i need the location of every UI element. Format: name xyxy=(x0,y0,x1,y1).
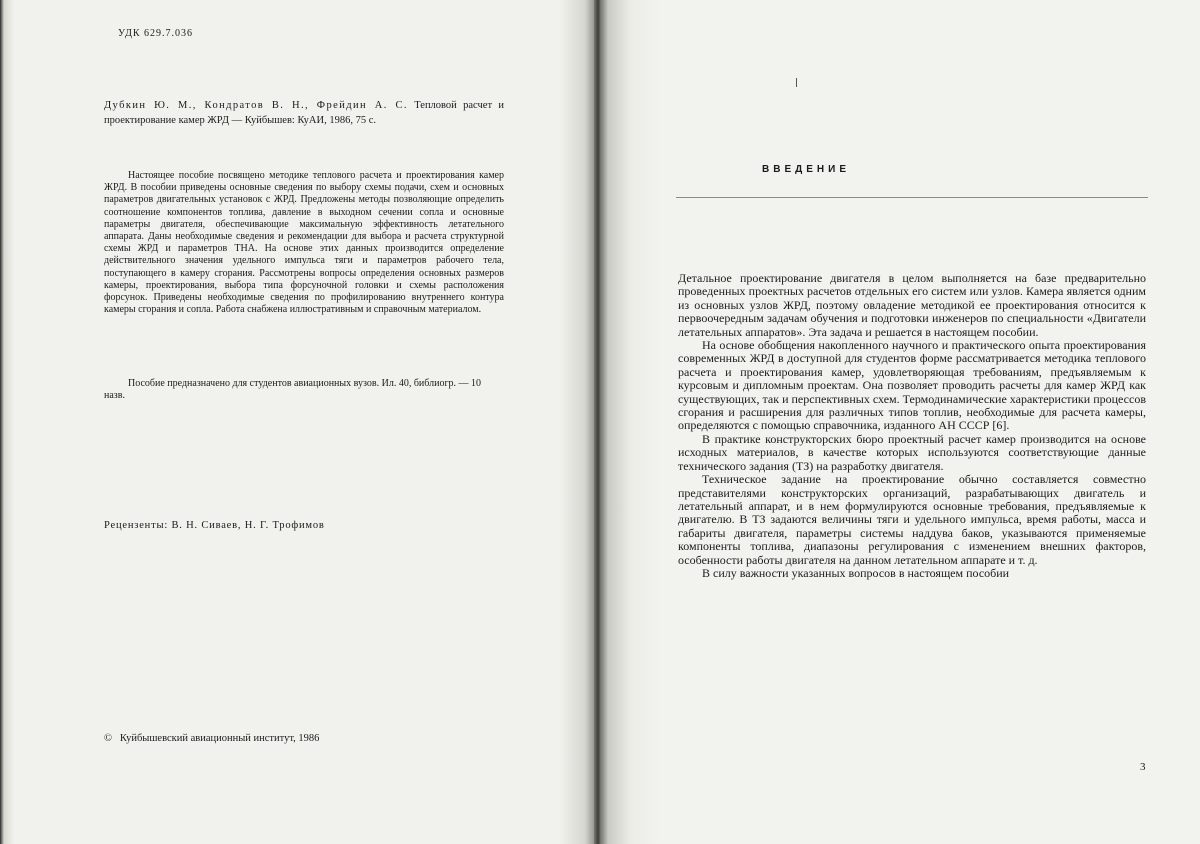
paragraph: На основе обобщения накопленного научного и практического опыта проектирования современных ЖРД в доступной для студентов форме рассматривается методика теплового расчета и проектирования камер, удовлетворяющая требованиям, предъявляемым к курсовым и дипломным проектам. Она позволяет проводить расчеты для камер ЖРД как существующих, так и перспективных схем. Термодинамические характеристики процессов сгорания и расширения для различных типов топлив, необходимые для расчета камеры, определяются с помощью справочника, изданного АН СССР [6]. xyxy=(678,338,1146,433)
heading-rule xyxy=(676,197,1148,198)
citation-text: Тепловой расчет и проектирование камер ЖРД — Куйбышев: КуАИ, 1986, 75 с. xyxy=(104,100,504,126)
print-mark xyxy=(796,78,797,87)
page-number: 3 xyxy=(1140,761,1146,773)
copyright-symbol: © xyxy=(104,733,112,744)
paragraph: Техническое задание на проектирование обычно составляется совместно представителями конструкторских организаций, разрабатывающих двигатель и летательный аппарат, и в нем формулируются основные требования, предъявляемые к двигателю. В ТЗ задаются величины тяги и удельного импульса, время работы, масса и габариты двигателя, параметры системы наддува баков, указываются применяемые компоненты топлива, диапазоны регулирования с изменением внешних факторов, особенности работы двигателя на данном летательном аппарате и т. д. xyxy=(678,472,1146,567)
paragraph: В силу важности указанных вопросов в настоящем пособии xyxy=(702,565,1010,580)
chapter-heading: ВВЕДЕНИЕ xyxy=(762,164,850,175)
udk-code: УДК 629.7.036 xyxy=(118,28,194,39)
citation-authors: Дубкин Ю. М., Кондратов В. Н., Фрейдин А. С. xyxy=(104,100,408,111)
introduction-body xyxy=(678,272,1146,580)
publication-note: Пособие предназначено для студентов авиационных вузов. Ил. 40, библиогр. — 10 назв. xyxy=(104,378,482,402)
bibliographic-citation xyxy=(104,98,504,128)
copyright-line xyxy=(104,733,319,744)
left-page xyxy=(0,0,596,844)
paragraph: В практике конструкторских бюро проектный расчет камер производится на основе исходных материалов, в качестве которых используются соответствующие данные технического задания (ТЗ) на разработку двигателя. xyxy=(678,431,1146,473)
abstract: Настоящее пособие посвящено методике теплового расчета и проектирования камер ЖРД. В пособии приведены основные сведения по выбору схемы подачи, схем и основных параметров двигательных установок с ЖРД. Предложены методы позволяющие определить соотношение компонентов топлива, давление в выходном сечении сопла и основные параметры двигателя, обеспечивающие максимальную эффективность летательного аппарата. Даны необходимые сведения и рекомендации для выбора и расчета структурной схемы ЖРД и параметров ТНА. На основе этих данных производится определение действительного значения удельного импульса тяги и параметров рабочего тела, поступающего в камеру сгорания. Рассмотрены вопросы определения основных размеров камеры, проектирования, выбора типа форсуночной головки и схемы расположения форсунок. Приведены необходимые сведения по профилированию внутреннего контура камеры сгорания и сопла. Работа снабжена иллюстративным и справочным материалом. xyxy=(104,170,504,316)
reviewers: Рецензенты: В. Н. Сиваев, Н. Г. Трофимов xyxy=(104,520,325,531)
paragraph: Детальное проектирование двигателя в целом выполняется на базе предварительно проведенных проектных расчетов отдельных его систем или узлов. Камера является одним из основных узлов ЖРД, поэтому овладение методикой ее проектирования относится к первоочередным задачам обучения и подготовки инженеров по специальности «Двигатели летательных аппаратов». Эта задача и решается в настоящем пособии. xyxy=(678,271,1146,339)
copyright-text: Куйбышевский авиационный институт, 1986 xyxy=(119,733,320,744)
